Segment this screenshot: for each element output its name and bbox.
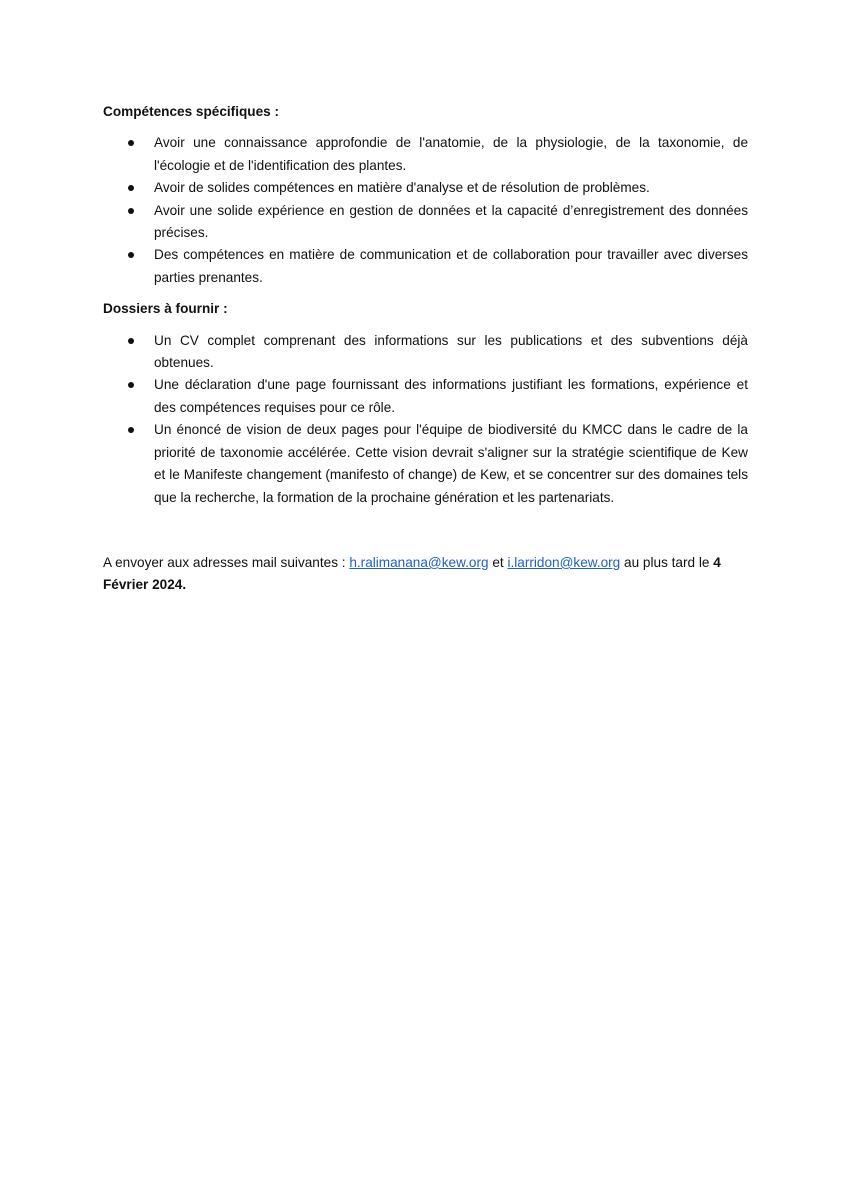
list-item-text: Un CV complet comprenant des informations sur les publications et des subventions déjà obtenues. xyxy=(154,332,748,371)
email-link-larridon[interactable]: i.larridon@kew.org xyxy=(507,554,621,570)
footer-connector: et xyxy=(488,554,508,570)
list-item-text: Une déclaration d'une page fournissant des informations justifiant les formations, expérience et des compétences requises pour ce rôle. xyxy=(154,377,748,415)
dossiers-list xyxy=(103,330,748,509)
bullet-icon xyxy=(128,338,134,344)
bullet-icon xyxy=(128,185,134,191)
dossiers-heading: Dossiers à fournir : xyxy=(103,301,228,317)
bullet-icon xyxy=(128,427,134,433)
submission-instructions xyxy=(103,552,748,597)
list-item xyxy=(103,132,748,177)
footer-suffix: au plus tard le xyxy=(620,554,714,570)
bullet-icon xyxy=(128,382,134,388)
list-item xyxy=(103,244,748,289)
bullet-icon xyxy=(128,252,134,258)
bullet-icon xyxy=(128,140,134,146)
list-item xyxy=(103,374,748,419)
list-item xyxy=(103,330,748,375)
document-page xyxy=(103,101,748,597)
list-item-text: Avoir une solide expérience en gestion de données et la capacité d’enregistrement des données précises. xyxy=(154,202,748,241)
list-item xyxy=(103,177,748,199)
deadline-date: 4 Février 2024. xyxy=(103,554,721,593)
list-item-text: Avoir de solides compétences en matière d'analyse et de résolution de problèmes. xyxy=(154,180,650,196)
email-link-ralimanana[interactable]: h.ralimanana@kew.org xyxy=(349,554,489,570)
footer-intro: A envoyer aux adresses mail suivantes : xyxy=(103,554,350,570)
list-item xyxy=(103,419,748,509)
competences-heading: Compétences spécifiques : xyxy=(103,104,280,119)
list-item-text: Avoir une connaissance approfondie de l'anatomie, de la physiologie, de la taxonomie, de l'écologie et de l'identification des plantes. xyxy=(154,135,748,173)
list-item-text: Des compétences en matière de communication et de collaboration pour travailler avec diverses parties prenantes. xyxy=(154,247,748,285)
spacer xyxy=(103,518,748,552)
bullet-icon xyxy=(128,208,134,214)
list-item-text: Un énoncé de vision de deux pages pour l'équipe de biodiversité du KMCC dans le cadre de la priorité de taxonomie accélérée. Cette vision devrait s'aligner sur la stratégie scientifique de Kew et le Manifeste changement (manifesto of change) de Kew, et se concentrer sur des domaines tels que la recherche, la formation de la prochaine génération et les partenariats. xyxy=(154,422,748,505)
competences-list xyxy=(103,132,748,289)
list-item xyxy=(103,200,748,245)
